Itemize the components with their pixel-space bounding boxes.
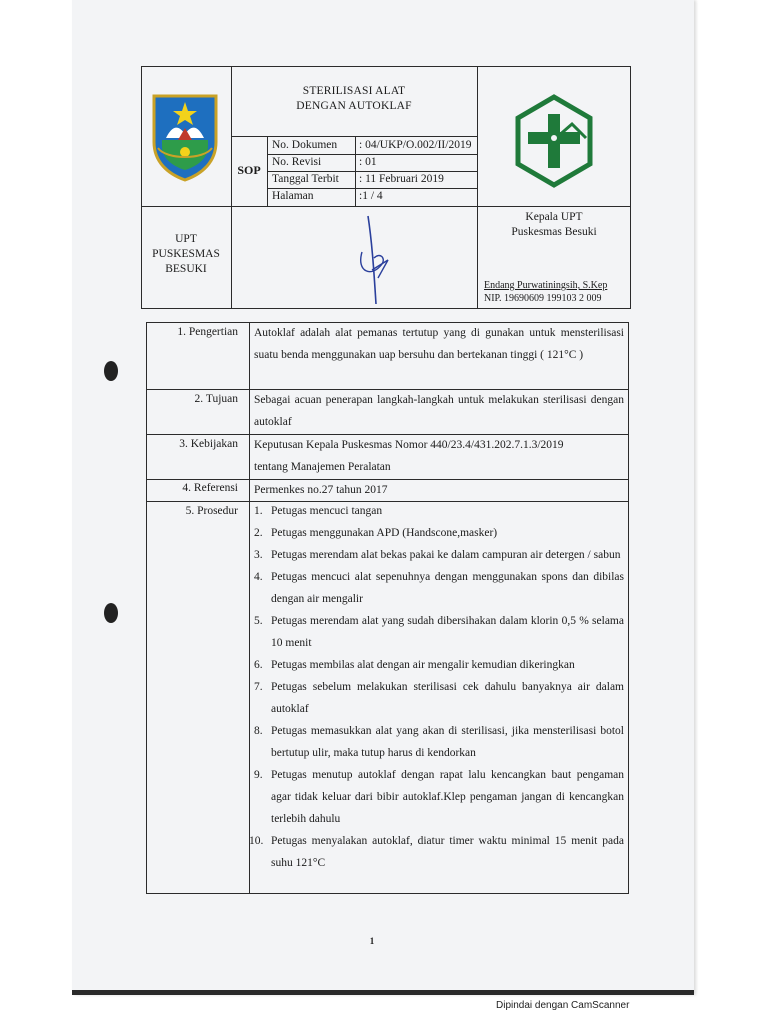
punch-hole-bottom — [104, 603, 118, 623]
meta-value-halaman: :1 / 4 — [359, 190, 383, 202]
meta-label-dokumen: No. Dokumen — [272, 139, 338, 151]
procedure-step: 8. Petugas memasukkan alat yang akan di sterilisasi, jika mensterilisasi botol bertutup ulir, maka tutup harus di kendorkan — [254, 725, 624, 759]
page-bottom-edge — [72, 990, 694, 995]
scanner-watermark: Dipindai dengan CamScanner — [496, 1000, 630, 1011]
procedure-step: 2. Petugas menggunakan APD (Handscone,masker) — [254, 527, 498, 539]
page-number: 1 — [369, 936, 375, 946]
meta-value-revisi: : 01 — [359, 156, 377, 168]
head-title: Kepala UPT Puskesmas Besuki — [511, 211, 597, 238]
section-text-referensi: Permenkes no.27 tahun 2017 — [254, 484, 388, 496]
meta-label-tanggal: Tanggal Terbit — [272, 173, 339, 185]
head-name: Endang Purwatiningsih, S.Kep — [484, 280, 608, 291]
regency-emblem-icon — [148, 90, 222, 182]
section-text-tujuan: Sebagai acuan penerapan langkah-langkah untuk melakukan sterilisasi dengan autoklaf — [254, 394, 624, 428]
section-label-pengertian: 1. Pengertian — [177, 326, 238, 338]
procedure-step: 1. Petugas mencuci tangan — [254, 505, 383, 517]
procedure-step: 5. Petugas merendam alat yang sudah dibersihakan dalam klorin 0,5 % selama 10 menit — [254, 615, 624, 649]
section-label-referensi: 4. Referensi — [182, 482, 238, 494]
head-nip: NIP. 19690609 199103 2 009 — [484, 293, 602, 304]
procedure-steps — [249, 500, 624, 874]
procedure-step: 10. Petugas menyalakan autoklaf, diatur timer waktu minimal 15 menit pada suhu 121°C — [249, 835, 624, 869]
unit-name: UPT PUSKESMAS BESUKI — [152, 233, 220, 275]
puskesmas-logo-icon — [514, 94, 594, 188]
section-text-pengertian: Autoklaf adalah alat pemanas tertutup yang di gunakan untuk mensterilisasi suatu benda menggunakan uap bersuhu dan bertekanan tinggi ( 121°C ) — [254, 327, 624, 361]
meta-label-halaman: Halaman — [272, 190, 314, 202]
procedure-step: 7. Petugas sebelum melakukan sterilisasi cek dahulu banyaknya air dalam autoklaf — [254, 681, 624, 715]
punch-hole-top — [104, 361, 118, 381]
procedure-step: 3. Petugas merendam alat bekas pakai ke dalam campuran air detergen / sabun — [254, 549, 621, 561]
procedure-step: 9. Petugas menutup autoklaf dengan rapat lalu kencangkan baut pengaman agar tidak keluar dari bibir autoklaf.Klep pengaman jangan di kencangkan terlebih dahulu — [254, 769, 624, 825]
meta-value-dokumen: : 04/UKP/O.002/II/2019 — [359, 139, 472, 151]
document-title: STERILISASI ALAT DENGAN AUTOKLAF — [296, 85, 412, 112]
procedure-step: 4. Petugas mencuci alat sepenuhnya dengan menggunakan spons dan dibilas dengan air mengalir — [254, 571, 624, 605]
sop-label: SOP — [237, 163, 261, 177]
meta-label-revisi: No. Revisi — [272, 156, 322, 168]
procedure-step: 6. Petugas membilas alat dengan air mengalir kemudian dikeringkan — [254, 659, 575, 671]
section-label-prosedur: 5. Prosedur — [185, 505, 238, 517]
section-label-kebijakan: 3. Kebijakan — [179, 438, 238, 450]
signature-icon — [352, 212, 402, 308]
section-label-tujuan: 2. Tujuan — [194, 393, 238, 405]
section-text-kebijakan: Keputusan Kepala Puskesmas Nomor 440/23.4/431.202.7.1.3/2019 tentang Manajemen Peralatan — [254, 439, 564, 473]
meta-value-tanggal: : 11 Februari 2019 — [359, 173, 444, 185]
